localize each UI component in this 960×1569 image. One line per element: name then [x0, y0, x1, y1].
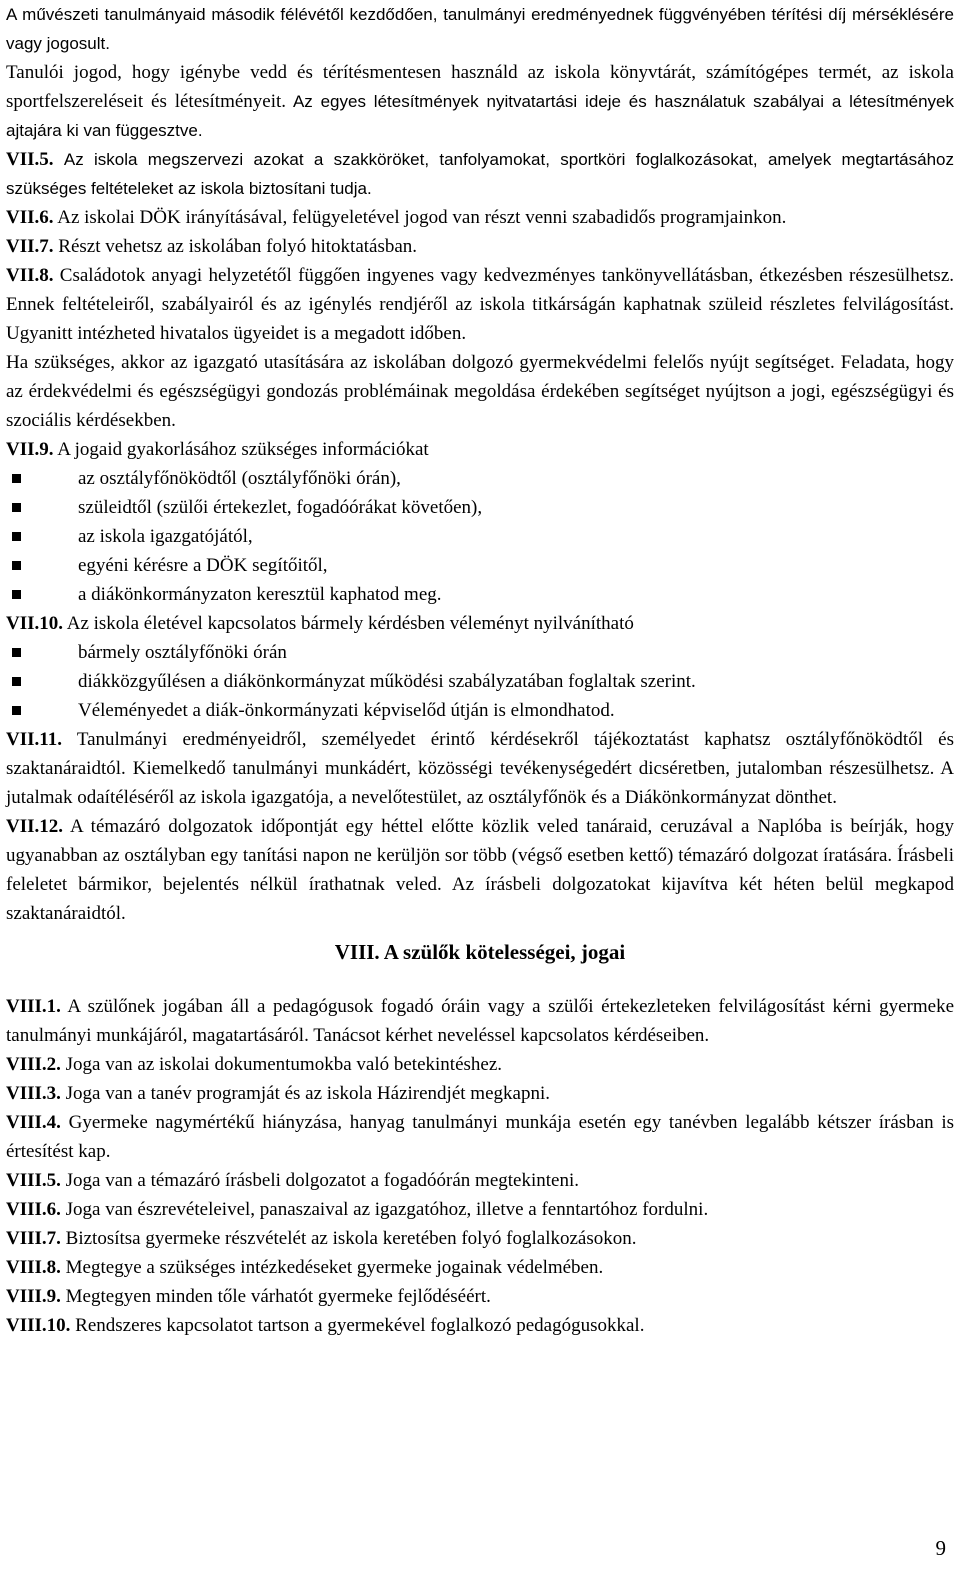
section-text: Részt vehetsz az iskolában folyó hitoktatásban. [58, 236, 418, 257]
section-label: VII.5. [6, 149, 54, 170]
square-bullet-icon [12, 590, 21, 599]
section-heading-viii: VIII. A szülők kötelességei, jogai [334, 940, 626, 964]
section-label: VII.6. [6, 207, 54, 228]
section-vii-7 [6, 232, 954, 261]
list-item [6, 696, 954, 725]
information-sources-list [6, 464, 954, 609]
document-page [6, 0, 954, 1340]
section-label: VIII.4. [6, 1112, 61, 1133]
square-bullet-icon [12, 474, 21, 483]
list-item-text: a diákönkormányzaton keresztül kaphatod meg. [78, 584, 442, 605]
section-text: Joga van a témazáró írásbeli dolgozatot a fogadóórán megtekinteni. [65, 1170, 579, 1191]
section-label: VIII.9. [6, 1286, 61, 1307]
section-vii-5 [6, 145, 954, 203]
list-item-text: az osztályfőnöködtől (osztályfőnöki órán), [78, 468, 401, 489]
list-item [6, 493, 954, 522]
section-label: VIII.1. [6, 996, 61, 1017]
child-protection-paragraph: Ha szükséges, akkor az igazgató utasítására az iskolában dolgozó gyermekvédelmi felelős nyújt segítséget. Feladata, hogy az érdekvédelmi és egészségügyi gondozás problémáinak megoldása érdekében segítséget nyújtson a jogi, egészségügyi és szociális kérdésekben. [6, 352, 954, 431]
section-text: Rendszeres kapcsolatot tartson a gyermekével foglalkozó pedagógusokkal. [75, 1315, 645, 1336]
section-label: VIII.6. [6, 1199, 61, 1220]
section-text: Az iskola életével kapcsolatos bármely kérdésben véleményt nyilvánítható [66, 613, 634, 634]
section-viii-3 [6, 1079, 954, 1108]
section-text: A szülőnek jogában áll a pedagógusok fogadó óráin vagy a szülői értekezleteken felvilágosítást kérni gyermeke tanulmányi munkájáról, magatartásáról. Tanácsot kérhet neveléssel kapcsolatos kérdéseiben. [6, 996, 954, 1046]
section-text: Gyermeke nagymértékű hiányzása, hanyag tanulmányi munkája esetén egy tanévben legalább kétszer írásban is értesítést kap. [6, 1112, 955, 1162]
section-viii-1 [6, 992, 954, 1050]
section-label: VII.7. [6, 236, 54, 257]
section-label: VIII.2. [6, 1054, 61, 1075]
facilities-paragraph [6, 58, 954, 145]
facilities-rights-text: Tanulói jogod, hogy igénybe vedd és térítésmentesen használd az iskola könyvtárát, számítógépes termét, az iskola sportfelszereléseit és létesítményeit. [6, 62, 954, 112]
square-bullet-icon [12, 532, 21, 541]
square-bullet-icon [12, 706, 21, 715]
section-text: Megtegye a szükséges intézkedéseket gyermeke jogainak védelmében. [65, 1257, 604, 1278]
list-item [6, 522, 954, 551]
page-number: 9 [935, 1536, 946, 1560]
section-vii-9 [6, 435, 954, 464]
section-text: Családotok anyagi helyzetétől függően ingyenes vagy kedvezményes tankönyvellátásban, étkezésben részesülhetsz. Ennek feltételeiről, szabályairól és az igénylés rendjéről az iskola titkárságán kaphatnak szüleid részletes felvilágosítást. Ugyanitt intézheted hivatalos ügyeidet is a megadott időben. [6, 265, 955, 344]
section-label: VIII.3. [6, 1083, 61, 1104]
section-text: Joga van a tanév programját és az iskola Házirendjét megkapni. [65, 1083, 550, 1104]
section-text: Joga van észrevételeivel, panaszaival az igazgatóhoz, illetve a fenntartóhoz fordulni. [65, 1199, 709, 1220]
facilities-rules-text: Az egyes létesítmények nyitvatartási ideje és használatuk szabályai a létesítmények ajtajára ki van függesztve. [6, 92, 954, 140]
section-viii-5 [6, 1166, 954, 1195]
list-item [6, 464, 954, 493]
section-viii-4 [6, 1108, 954, 1166]
square-bullet-icon [12, 561, 21, 570]
section-label: VII.8. [6, 265, 54, 286]
section-viii-2 [6, 1050, 954, 1079]
section-vii-8 [6, 261, 954, 348]
section-text: A jogaid gyakorlásához szükséges információkat [57, 439, 429, 460]
section-vii-12 [6, 812, 954, 928]
list-item-text: bármely osztályfőnöki órán [78, 642, 287, 663]
intro-paragraph: A művészeti tanulmányaid második félévétől kezdődően, tanulmányi eredményednek függvényében térítési díj mérséklésére vagy jogosult. [6, 5, 954, 53]
section-text: Joga van az iskolai dokumentumokba való betekintéshez. [65, 1054, 503, 1075]
section-vii-6 [6, 203, 954, 232]
section-text: Biztosítsa gyermeke részvételét az iskola keretében folyó foglalkozásokon. [65, 1228, 637, 1249]
section-label: VIII.8. [6, 1257, 61, 1278]
list-item-text: az iskola igazgatójától, [78, 526, 253, 547]
list-item [6, 667, 954, 696]
section-label: VII.12. [6, 816, 64, 837]
list-item [6, 551, 954, 580]
square-bullet-icon [12, 677, 21, 686]
section-viii-9 [6, 1282, 954, 1311]
section-vii-10 [6, 609, 954, 638]
section-label: VII.11. [6, 729, 62, 750]
list-item-text: Véleményedet a diák-önkormányzati képviselőd útján is elmondhatod. [78, 700, 615, 721]
square-bullet-icon [12, 648, 21, 657]
section-label: VII.10. [6, 613, 64, 634]
section-label: VIII.5. [6, 1170, 61, 1191]
section-text: A témazáró dolgozatok időpontját egy héttel előtte közlik veled tanáraid, ceruzával a Naplóba is beírják, hogy ugyanabban az osztályban egy tanítási napon ne kerüljön sor több (végső esetben kettő) témazáró dolgozat íratására. Írásbeli feleletet bármikor, bejelentés nélkül írathatnak veled. Az írásbeli dolgozatokat kijavítva két héten belül megkapod szaktanáraidtól. [6, 816, 955, 924]
section-viii-8 [6, 1253, 954, 1282]
section-viii-7 [6, 1224, 954, 1253]
section-label: VII.9. [6, 439, 54, 460]
list-item [6, 638, 954, 667]
section-viii-6 [6, 1195, 954, 1224]
list-item [6, 580, 954, 609]
section-text: Megtegyen minden tőle várhatót gyermeke fejlődéséért. [65, 1286, 491, 1307]
section-text: Az iskola megszervezi azokat a szakköröket, tanfolyamokat, sportköri foglalkozásokat, amelyek megtartásához szükséges feltételeket az iskola biztosítani tudja. [6, 150, 955, 198]
section-text: Tanulmányi eredményeidről, személyedet érintő kérdésekről tájékoztatást kaphatsz osztályfőnöködtől és szaktanáraidtól. Kiemelkedő tanulmányi munkádért, közösségi tevékenységedért dicséretben, jutalomban részesülhetsz. A jutalmak odaítéléséről az iskola igazgatója, a nevelőtestület, az osztályfőnök és a Diákönkormányzat dönthet. [6, 729, 954, 808]
section-label: VIII.7. [6, 1228, 61, 1249]
section-vii-11 [6, 725, 954, 812]
square-bullet-icon [12, 503, 21, 512]
section-label: VIII.10. [6, 1315, 71, 1336]
section-viii-10 [6, 1311, 954, 1340]
section-text: Az iskolai DÖK irányításával, felügyeletével jogod van részt venni szabadidős programjainkon. [57, 207, 787, 228]
list-item-text: diákközgyűlésen a diákönkormányzat működési szabályzatában foglaltak szerint. [78, 671, 696, 692]
list-item-text: egyéni kérésre a DÖK segítőitől, [78, 555, 328, 576]
list-item-text: szüleidtől (szülői értekezlet, fogadóórákat követően), [78, 497, 483, 518]
opinion-channels-list [6, 638, 954, 725]
